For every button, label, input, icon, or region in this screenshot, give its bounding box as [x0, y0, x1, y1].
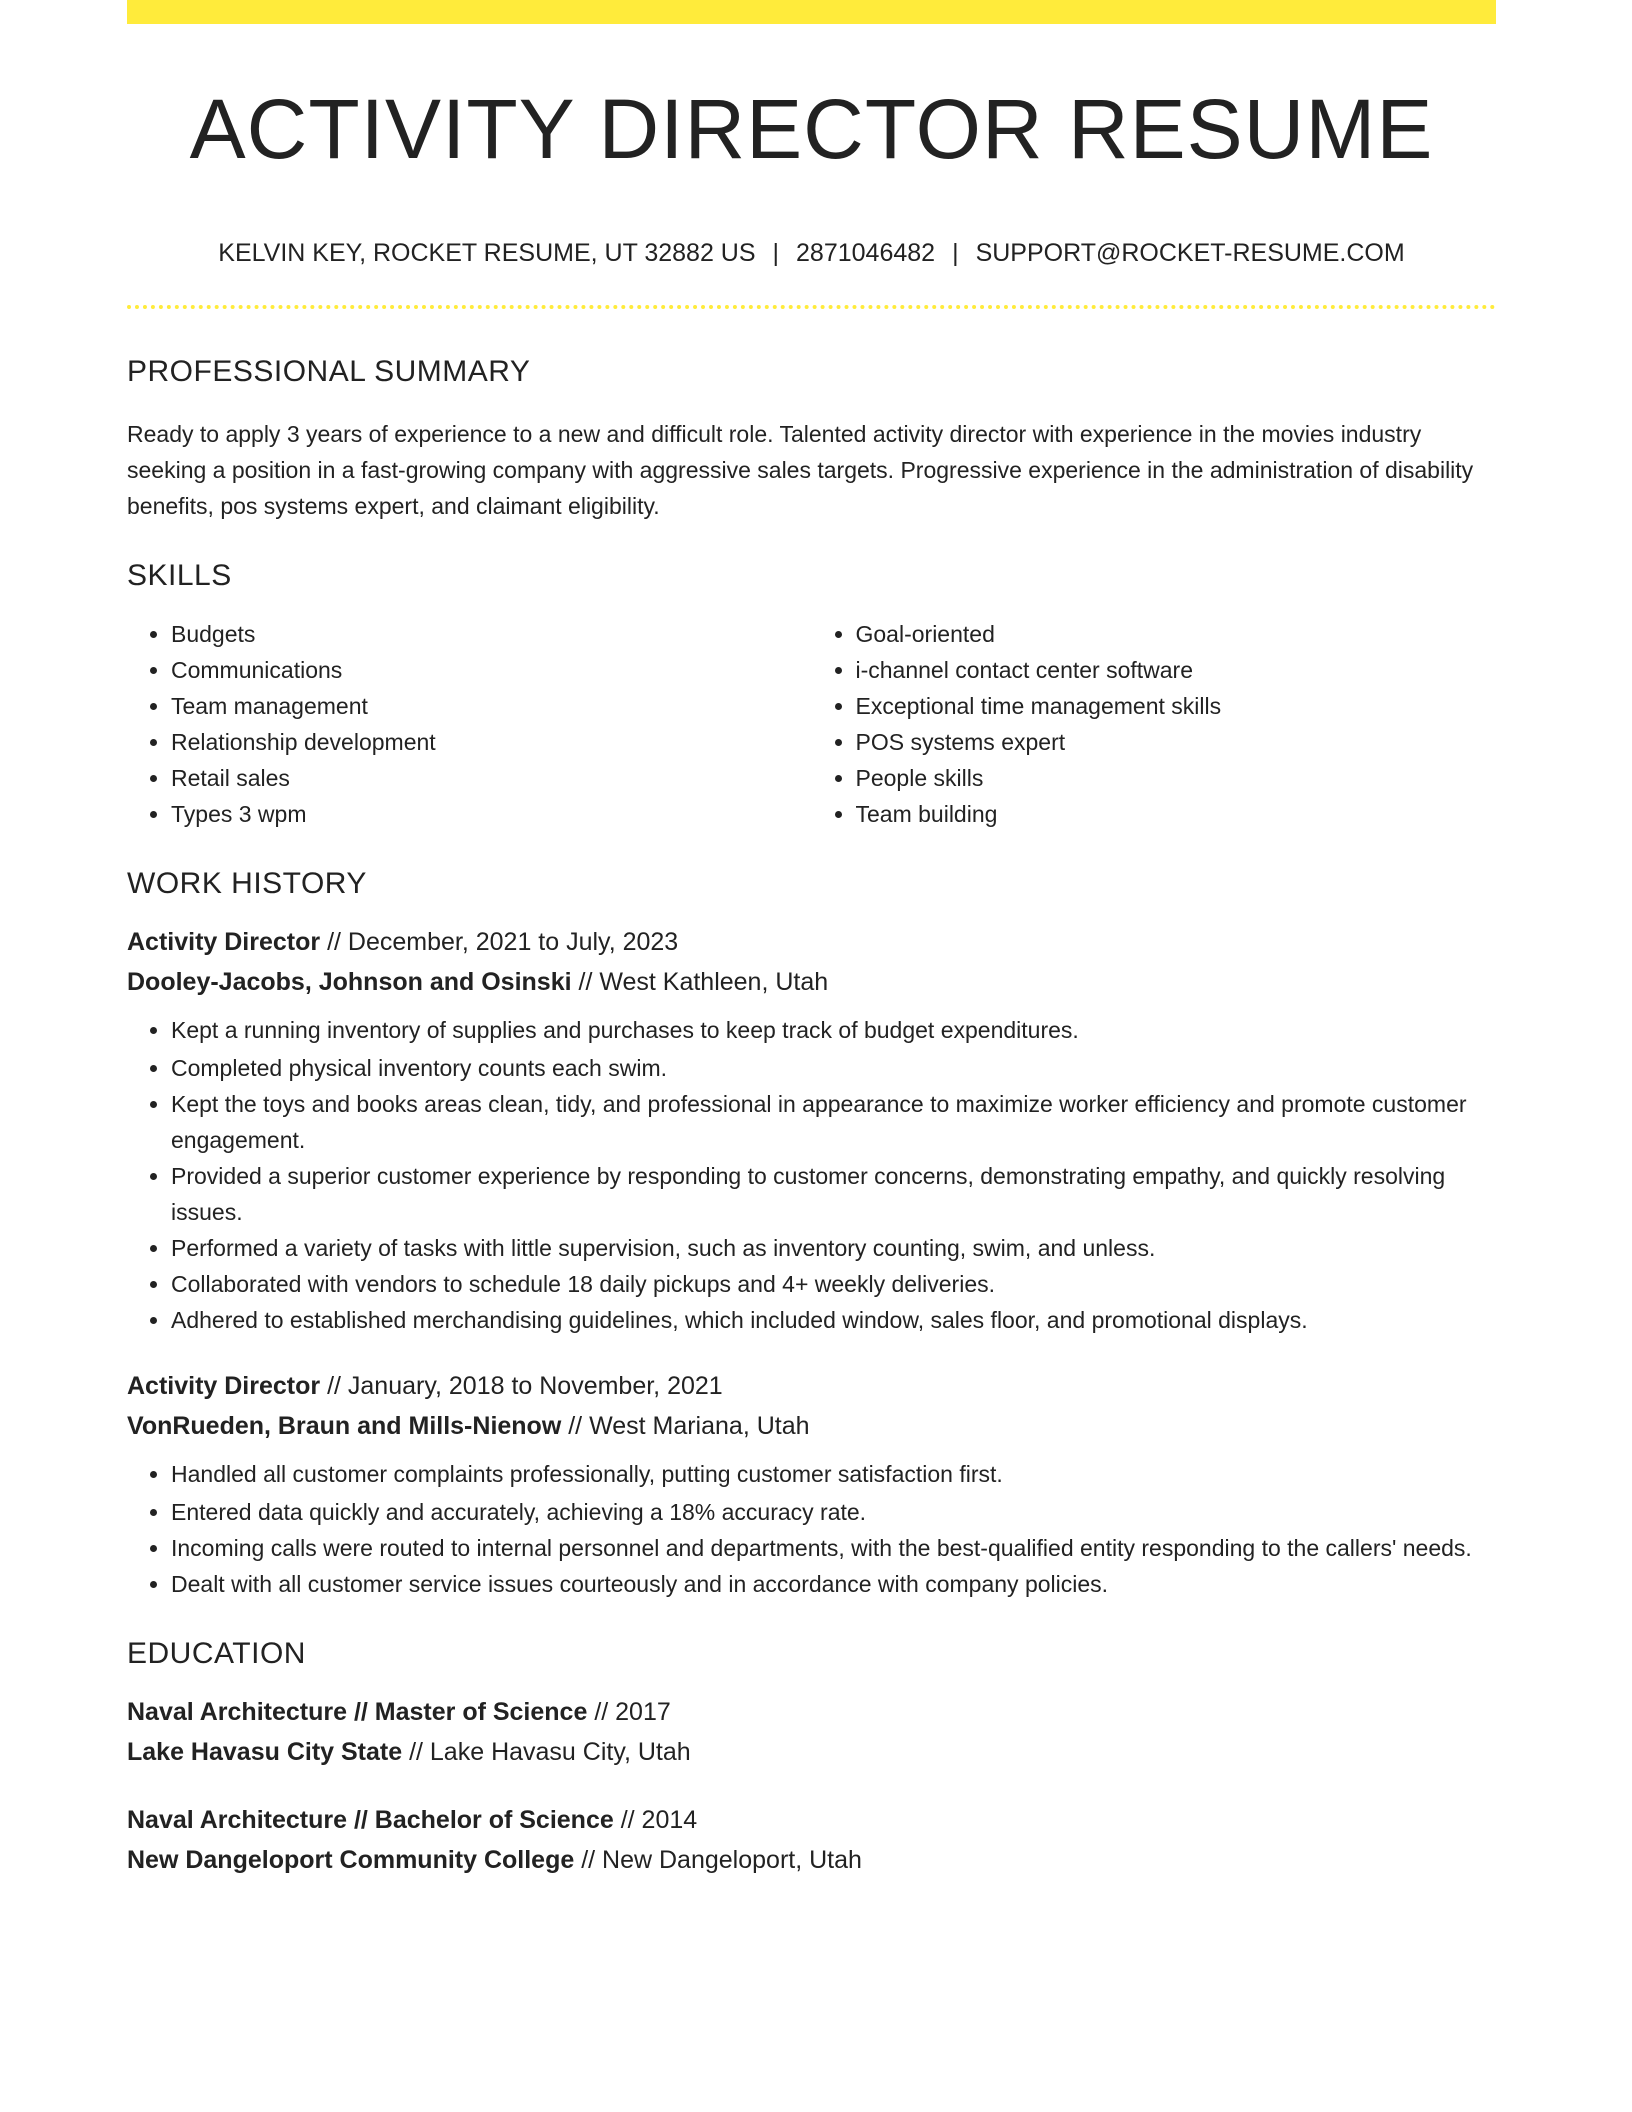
- contact-line: [127, 236, 1496, 270]
- job-bullet: • Incoming calls were routed to internal personnel and departments, with the best-qualified entity responding to the callers' needs.: [171, 1530, 1496, 1566]
- skills-list-right: [812, 616, 1497, 832]
- resume-content: [127, 350, 1496, 1880]
- job-bullet: • Handled all customer complaints professionally, putting customer satisfaction first.: [171, 1456, 1496, 1492]
- job-bullets: [127, 1456, 1496, 1602]
- school-location: // New Dangeloport, Utah: [574, 1846, 862, 1874]
- job-dates: // December, 2021 to July, 2023: [320, 928, 679, 956]
- job-company-line: [127, 1406, 1496, 1446]
- education-section: [127, 1632, 1496, 1880]
- skill-item: • Team building: [856, 796, 1497, 832]
- job-entry: [127, 922, 1496, 1338]
- skill-item: • Team management: [171, 688, 812, 724]
- job-company: VonRueden, Braun and Mills-Nienow: [127, 1412, 562, 1440]
- job-bullet: • Adhered to established merchandising guidelines, which included window, sales floor, and promotional displays.: [171, 1302, 1496, 1338]
- page-title: ACTIVITY DIRECTOR RESUME: [189, 82, 1434, 176]
- school-location: // Lake Havasu City, Utah: [402, 1738, 691, 1766]
- job-title-line: [127, 1366, 1496, 1406]
- job-bullet: • Collaborated with vendors to schedule 18 daily pickups and 4+ weekly deliveries.: [171, 1266, 1496, 1302]
- education-heading: EDUCATION: [127, 1637, 306, 1670]
- degree-year: // 2014: [613, 1806, 698, 1834]
- education-entry: [127, 1800, 1496, 1880]
- skill-item: • Goal-oriented: [856, 616, 1497, 652]
- skill-item: • Types 3 wpm: [171, 796, 812, 832]
- degree-line: [127, 1800, 1496, 1840]
- job-title: Activity Director: [127, 1372, 321, 1400]
- skills-list-left: [127, 616, 812, 832]
- skill-item: • POS systems expert: [856, 724, 1497, 760]
- summary-section: [127, 350, 1496, 524]
- degree-year: // 2017: [587, 1698, 671, 1726]
- degree-line: [127, 1692, 1496, 1732]
- job-bullet: • Performed a variety of tasks with little supervision, such as inventory counting, swim, and unless.: [171, 1230, 1496, 1266]
- job-location: // West Kathleen, Utah: [571, 968, 829, 996]
- skill-item: • Relationship development: [171, 724, 812, 760]
- job-bullet: • Entered data quickly and accurately, achieving a 18% accuracy rate.: [171, 1494, 1496, 1530]
- skill-item: • Exceptional time management skills: [856, 688, 1497, 724]
- skills-columns: [127, 616, 1496, 832]
- school: New Dangeloport Community College: [127, 1846, 575, 1874]
- skill-item: • Budgets: [171, 616, 812, 652]
- skills-heading: SKILLS: [127, 559, 232, 592]
- job-company-line: [127, 962, 1496, 1002]
- work-history-section: [127, 862, 1496, 1602]
- resume-page: [127, 0, 1496, 1874]
- summary-heading: PROFESSIONAL SUMMARY: [127, 355, 531, 388]
- job-entry: [127, 1366, 1496, 1602]
- contact-separator: |: [952, 239, 959, 267]
- school-line: [127, 1840, 1496, 1880]
- job-bullets: [127, 1012, 1496, 1338]
- skill-item: • People skills: [856, 760, 1497, 796]
- job-bullet: • Provided a superior customer experience by responding to customer concerns, demonstrating empathy, and quickly resolving issues.: [171, 1158, 1496, 1230]
- education-entry: [127, 1692, 1496, 1772]
- summary-text: Ready to apply 3 years of experience to a new and difficult role. Talented activity director with experience in the movies industry seeking a position in a fast-growing company with aggressive sales targets. Progressive experience in the administration of disability benefits, pos systems expert, and claimant eligibility.: [127, 421, 1474, 519]
- contact-phone: 2871046482: [796, 239, 936, 267]
- dotted-divider: [127, 305, 1496, 309]
- skill-item: • Communications: [171, 652, 812, 688]
- job-company: Dooley-Jacobs, Johnson and Osinski: [127, 968, 572, 996]
- job-bullet: • Dealt with all customer service issues courteously and in accordance with company policies.: [171, 1566, 1496, 1602]
- contact-email: SUPPORT@ROCKET-RESUME.COM: [975, 239, 1405, 267]
- job-dates: // January, 2018 to November, 2021: [320, 1372, 723, 1400]
- school-line: [127, 1732, 1496, 1772]
- contact-address: KELVIN KEY, ROCKET RESUME, UT 32882 US: [218, 239, 756, 267]
- skill-item: • Retail sales: [171, 760, 812, 796]
- school: Lake Havasu City State: [127, 1738, 403, 1766]
- skills-section: [127, 554, 1496, 832]
- job-location: // West Mariana, Utah: [561, 1412, 810, 1440]
- degree: Naval Architecture // Master of Science: [127, 1698, 588, 1726]
- work-history-heading: WORK HISTORY: [127, 867, 367, 900]
- top-accent-bar: [127, 0, 1496, 24]
- job-bullet: • Kept a running inventory of supplies and purchases to keep track of budget expenditures.: [171, 1012, 1496, 1048]
- job-bullet: • Kept the toys and books areas clean, tidy, and professional in appearance to maximize worker efficiency and promote customer engagement.: [171, 1086, 1496, 1158]
- contact-separator: |: [772, 239, 780, 267]
- job-bullet: • Completed physical inventory counts each swim.: [171, 1050, 1496, 1086]
- degree: Naval Architecture // Bachelor of Science: [127, 1806, 614, 1834]
- job-title-line: [127, 922, 1496, 962]
- skill-item: • i-channel contact center software: [856, 652, 1497, 688]
- job-title: Activity Director: [127, 928, 321, 956]
